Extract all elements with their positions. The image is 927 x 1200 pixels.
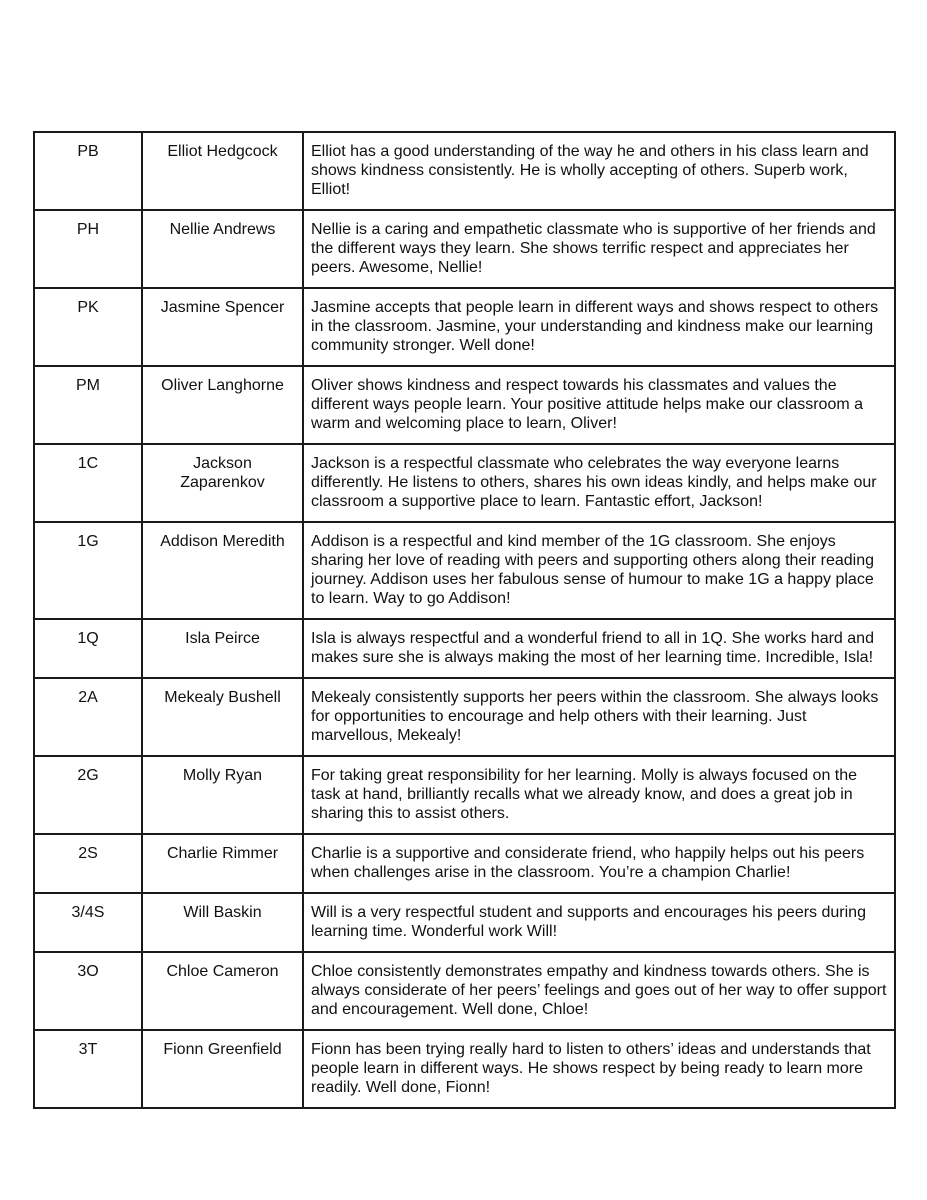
table-row [34,132,895,210]
award-comment: Nellie is a caring and empathetic classmate who is supportive of her friends and the different ways they learn. She shows terrific respect and appreciates her peers. Awesome, Nellie! [303,210,895,288]
award-comment: Jasmine accepts that people learn in different ways and shows respect to others in the classroom. Jasmine, your understanding and kindness make our learning community stronger. Well done! [303,288,895,366]
class-code: 1Q [34,619,142,678]
award-comment: Fionn has been trying really hard to listen to others’ ideas and understands that people learn in different ways. He shows respect by being ready to learn more readily. Well done, Fionn! [303,1030,895,1108]
class-code: 2G [34,756,142,834]
student-name-text: Elliot Hedgcock [167,143,278,160]
table-row [34,678,895,756]
award-comment: Jackson is a respectful classmate who celebrates the way everyone learns differently. He listens to others, shares his own ideas kindly, and helps make our classroom a supportive place to learn. Fantastic effort, Jackson! [303,444,895,522]
table-row [34,366,895,444]
class-code: 1C [34,444,142,522]
student-name [142,678,303,756]
table-row [34,893,895,952]
student-name [142,893,303,952]
table-row [34,834,895,893]
student-name [142,132,303,210]
student-name-text: Isla Peirce [185,630,260,647]
award-comment: Elliot has a good understanding of the way he and others in his class learn and shows kindness consistently. He is wholly accepting of others. Superb work, Elliot! [303,132,895,210]
award-comment: Mekealy consistently supports her peers within the classroom. She always looks for opportunities to encourage and help others with their learning. Just marvellous, Mekealy! [303,678,895,756]
table-row [34,1030,895,1108]
award-comment: Oliver shows kindness and respect towards his classmates and values the different ways people learn. Your positive attitude helps make our classroom a warm and welcoming place to learn, Oliver! [303,366,895,444]
class-code: 3/4S [34,893,142,952]
student-name [142,619,303,678]
class-code: PH [34,210,142,288]
student-name-text: Jasmine Spencer [160,299,285,316]
student-awards-table [33,131,896,1109]
table-row [34,619,895,678]
table-row [34,952,895,1030]
student-name-text: Mekealy Bushell [164,689,281,706]
student-name-text: Oliver Langhorne [161,377,284,394]
class-code: 3O [34,952,142,1030]
student-name-text: Addison Meredith [160,533,285,550]
award-comment: Chloe consistently demonstrates empathy and kindness towards others. She is always considerate of her peers’ feelings and goes out of her way to offer support and encouragement. Well done, Chloe! [303,952,895,1030]
student-name-text: Molly Ryan [182,767,263,784]
award-comment: Will is a very respectful student and supports and encourages his peers during learning time. Wonderful work Will! [303,893,895,952]
class-code: 2A [34,678,142,756]
student-name [142,1030,303,1108]
student-name [142,522,303,619]
student-name-text: Chloe Cameron [166,963,279,980]
student-name [142,366,303,444]
award-comment: Addison is a respectful and kind member of the 1G classroom. She enjoys sharing her love of reading with peers and supporting others along their reading journey. Addison uses her fabulous sense of humour to make 1G a happy place to learn. Way to go Addison! [303,522,895,619]
class-code: PK [34,288,142,366]
class-code: 3T [34,1030,142,1108]
student-name-text: Jackson Zaparenkov [180,455,265,491]
award-comment: Charlie is a supportive and considerate friend, who happily helps out his peers when challenges arise in the classroom. You’re a champion Charlie! [303,834,895,893]
student-name [142,210,303,288]
award-comment: Isla is always respectful and a wonderful friend to all in 1Q. She works hard and makes sure she is always making the most of her learning time. Incredible, Isla! [303,619,895,678]
class-code: PB [34,132,142,210]
document-page [33,131,894,1109]
student-name-text: Nellie Andrews [169,221,276,238]
table-row [34,444,895,522]
student-name-text: Fionn Greenfield [163,1041,282,1058]
student-name-text: Will Baskin [183,904,262,921]
table-row [34,522,895,619]
class-code: 1G [34,522,142,619]
award-comment: For taking great responsibility for her learning. Molly is always focused on the task at hand, brilliantly recalls what we already know, and does a great job in sharing this to assist others. [303,756,895,834]
class-code: PM [34,366,142,444]
student-name [142,834,303,893]
table-row [34,210,895,288]
student-name [142,444,303,522]
table-row [34,288,895,366]
class-code: 2S [34,834,142,893]
student-name [142,756,303,834]
student-name [142,952,303,1030]
table-row [34,756,895,834]
student-name-text: Charlie Rimmer [166,845,279,862]
student-name [142,288,303,366]
